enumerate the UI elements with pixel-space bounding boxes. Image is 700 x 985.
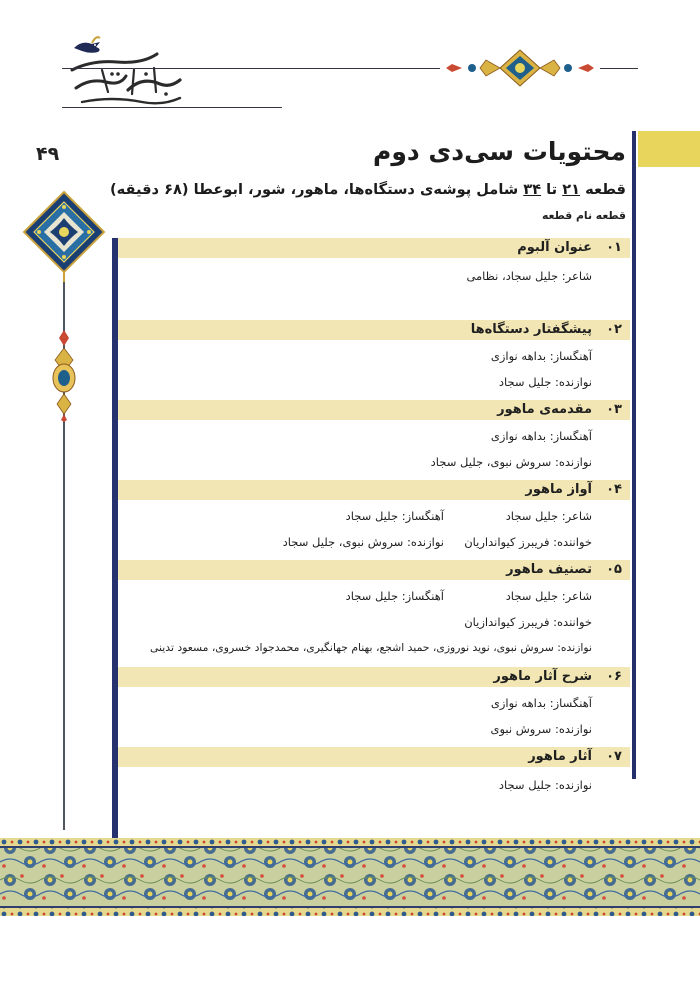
track-title: پیشگفتار دستگاه‌ها: [470, 322, 592, 337]
track-title: آواز ماهور: [525, 482, 592, 497]
title-accent-bar: [638, 131, 700, 167]
subtitle-from: ۲۱: [562, 181, 581, 198]
track-title: تصنیف ماهور: [506, 562, 592, 577]
track-title: عنوان آلبوم: [517, 240, 592, 255]
bottom-decorative-border: [0, 838, 700, 918]
track-credit: نوازنده: جلیل سجاد: [498, 778, 592, 792]
track-credit: خواننده: فریبرز کیوانداریان: [464, 535, 592, 549]
track-number: ۰۷: [606, 749, 622, 764]
track-number: ۰۵: [606, 562, 622, 577]
track-number: ۰۴: [606, 482, 622, 497]
track-number: ۰۱: [606, 240, 622, 255]
logo: [62, 30, 187, 112]
track-title: شرح آثار ماهور: [493, 669, 592, 684]
subtitle-to: ۳۴: [523, 181, 542, 198]
track-number: ۰۳: [606, 402, 622, 417]
track-title: مقدمه‌ی ماهور: [497, 402, 592, 417]
header-rule-lower: [62, 107, 282, 108]
track-credit: نوازنده: سروش نبوی، جلیل سجاد: [430, 455, 592, 469]
subtitle-pre: قطعه: [580, 181, 626, 198]
track-credit: آهنگساز: بداهه نوازی: [490, 349, 592, 363]
track-list: [112, 238, 630, 838]
track-credit: شاعر: جلیل سجاد: [505, 589, 592, 603]
subtitle-post: شامل پوشه‌ی دستگاه‌ها، ماهور، شور، ابوعطا (۶۸ دقیقه): [109, 181, 524, 198]
track-credit: آهنگساز: جلیل سجاد: [345, 509, 444, 523]
page-title: محتویات سی‌دی دوم: [373, 137, 626, 166]
track-credit: خواننده: فریبرز کیواندازیان: [464, 615, 592, 629]
page-number: ۴۹: [36, 143, 60, 165]
track-credit: نوازنده: جلیل سجاد: [498, 375, 592, 389]
track-number: ۰۶: [606, 669, 622, 684]
track-credit: نوازنده: سروش نبوی، جلیل سجاد: [282, 535, 444, 549]
column-header: قطعه نام قطعه: [542, 209, 626, 222]
track-credit: آهنگساز: بداهه نوازی: [490, 429, 592, 443]
track-credit: آهنگساز: بداهه نوازی: [490, 696, 592, 710]
medallion-ornament: [22, 190, 106, 282]
track-title: آثار ماهور: [528, 749, 592, 764]
track-credit: شاعر: جلیل سجاد، نظامی: [466, 269, 592, 283]
track-credit: نوازنده: سروش نبوی، نوید نوروزی، حمید اشجع، بهنام جهانگیری، محمدجواد خسروی، مسعود تدینی: [150, 641, 592, 654]
track-credit: نوازنده: سروش نبوی: [490, 722, 592, 736]
small-vertical-ornament: [49, 330, 79, 422]
subtitle-mid: تا: [541, 181, 563, 198]
track-credit: شاعر: جلیل سجاد: [505, 509, 592, 523]
track-number: ۰۲: [606, 322, 622, 337]
section-subtitle: [86, 178, 626, 202]
header-ornament: [440, 48, 600, 88]
title-vertical-rule: [632, 131, 636, 779]
track-credit: آهنگساز: جلیل سجاد: [345, 589, 444, 603]
